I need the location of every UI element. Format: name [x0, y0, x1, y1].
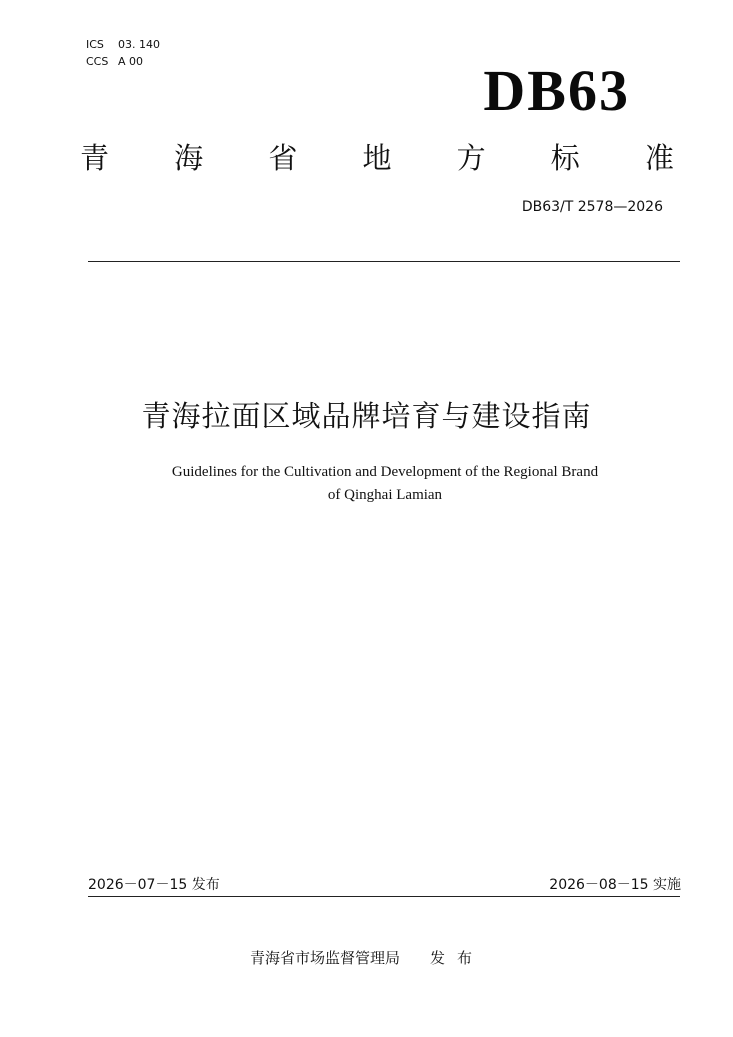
- standard-type-char: 海: [174, 141, 204, 175]
- publish-date: 2026－07－15 发布: [88, 877, 220, 893]
- implement-date: 2026－08－15 实施: [549, 877, 681, 893]
- ccs-code: [86, 53, 160, 70]
- db-logo: DB63: [483, 58, 630, 123]
- standard-type-char: 青: [80, 141, 110, 175]
- issuer-action: 发布: [430, 949, 485, 967]
- ccs-label: CCS: [86, 55, 109, 68]
- ics-code: [86, 36, 160, 53]
- ics-value: 03. 140: [118, 38, 160, 51]
- english-title-line-2: of Qinghai Lamian: [327, 487, 443, 503]
- standard-type-char: 方: [456, 141, 486, 175]
- ics-label: ICS: [86, 38, 104, 51]
- standard-type-char: 省: [268, 141, 298, 175]
- issuer-name: 青海省市场监督管理局: [250, 949, 401, 967]
- document-title-chinese: 青海拉面区域品牌培育与建设指南: [141, 399, 592, 433]
- bottom-divider: [88, 896, 680, 897]
- top-divider: [88, 261, 680, 262]
- standard-type-char: 标: [550, 141, 580, 175]
- standard-number: DB63/T 2578—2026: [521, 199, 663, 215]
- issuer-line: [250, 947, 484, 968]
- english-title-line-1: Guidelines for the Cultivation and Development of the Regional Brand: [171, 464, 599, 480]
- classification-codes: [86, 36, 160, 70]
- standard-type-heading: [80, 138, 674, 178]
- ccs-value: A 00: [118, 55, 144, 68]
- document-title-english: [0, 461, 733, 507]
- standard-type-char: 地: [362, 141, 392, 175]
- standard-type-char: 准: [644, 141, 674, 175]
